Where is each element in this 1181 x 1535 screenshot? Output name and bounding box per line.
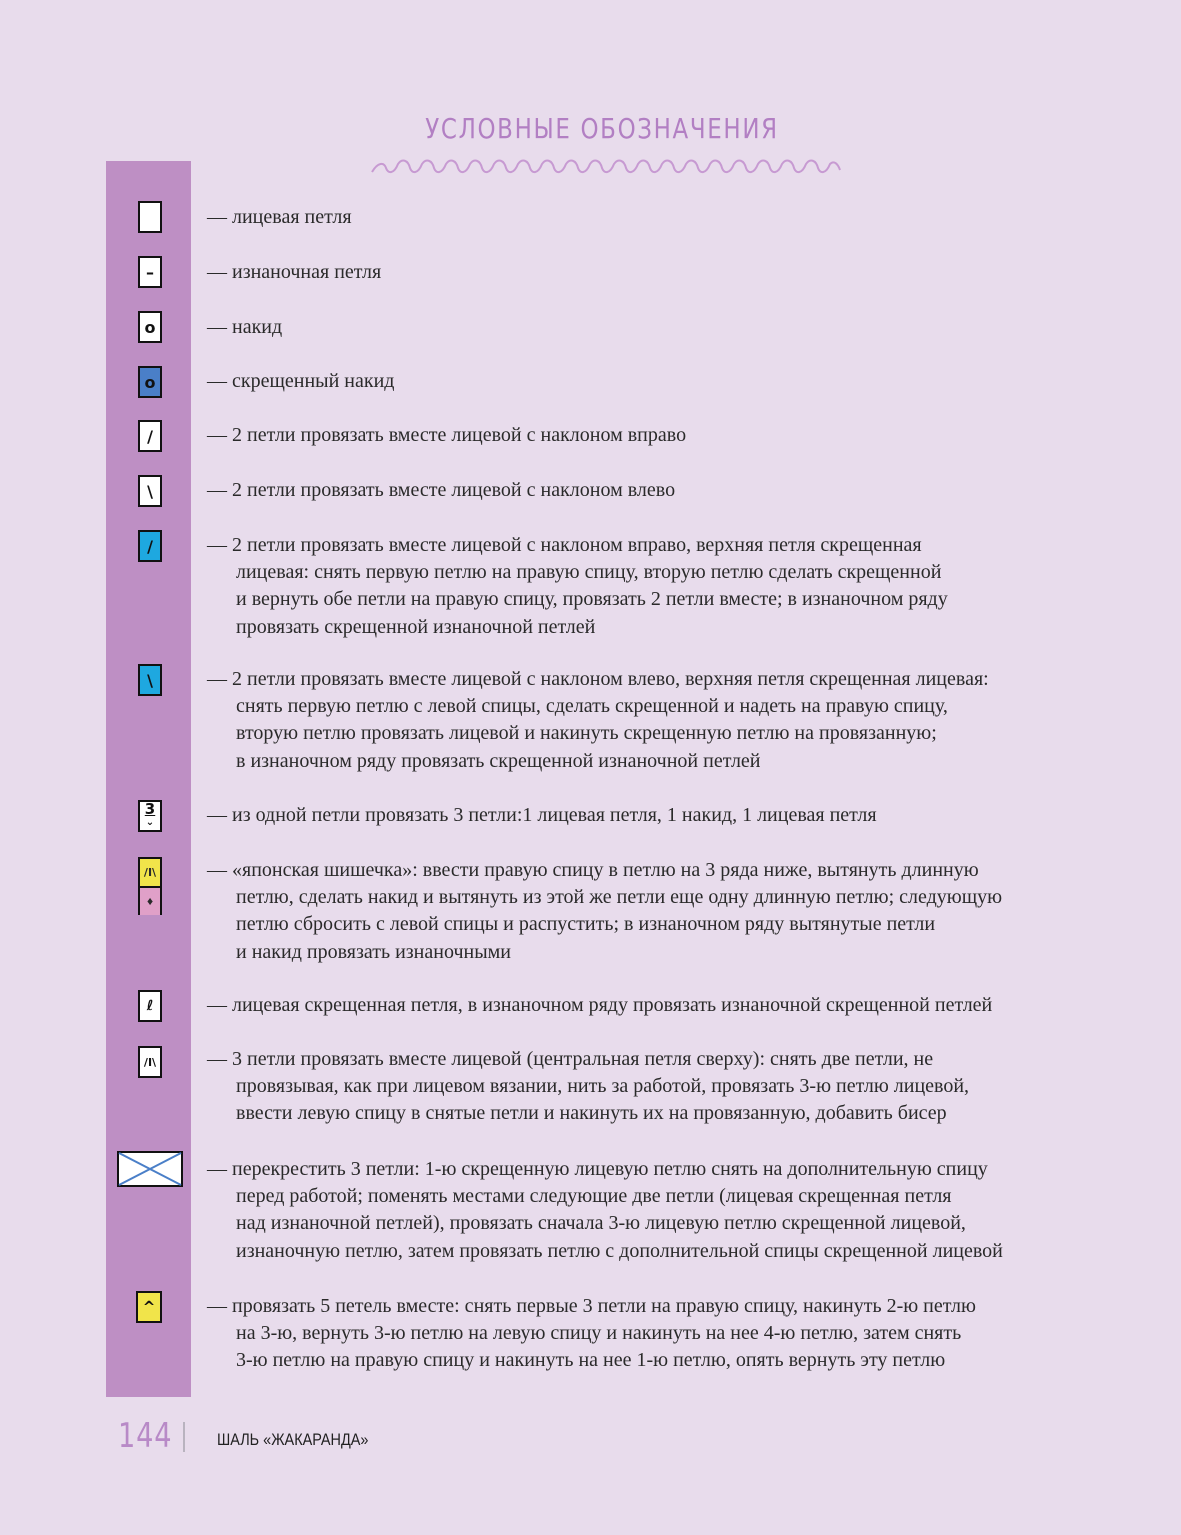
legend-description: — перекрестить 3 петли: 1-ю скрещенную лицевую петлю снять на дополнительную спицу перед работой; поменять местами следующие две петли (лицевая скрещенная петля над изнаночной петлей), провязать сначала 3-ю лицевую петлю скрещенной лицевой, изнаночную петлю, затем провязать петлю с дополнительной спицы скрещенной лицевой [207,1158,1003,1262]
three-together-bead-symbol-icon: /I\ [138,1046,162,1078]
page-number: 144 [118,1416,173,1456]
japanese-bobble-symbol-icon: /I\ ♦ [138,857,162,915]
purl-stitch-symbol-icon: – [138,256,162,288]
page-title: УСЛОВНЫЕ ОБОЗНАЧЕНИЯ [425,112,779,145]
legend-description: — 2 петли провязать вместе лицевой с наклоном влево, верхняя петля скрещенная лицевая: снять первую петлю с левой спицы, сделать скрещенной и надеть на правую спицу, вторую петлю провязать лицевой и накинуть скрещенную петлю на провязанную; в изнаночном ряду провязать скрещенной изнаночной петлей [207,668,989,772]
twisted-knit-symbol-icon: ℓ [138,990,162,1022]
twisted-yarn-over-symbol-icon: o [138,366,162,398]
three-from-one-symbol-icon: 3 ⌄ [138,800,162,832]
legend-description: — провязать 5 петель вместе: снять первые 3 петли на правую спицу, накинуть 2-ю петлю на 3-ю, вернуть 3-ю петлю на левую спицу и накинуть на нее 4-ю петлю, затем снять 3-ю петлю на правую спицу и накинуть на нее 1-ю петлю, опять вернуть эту петлю [207,1295,976,1372]
twisted-k2tog-left-symbol-icon: \ [138,664,162,696]
legend-description: — «японская шишечка»: ввести правую спицу в петлю на 3 ряда ниже, вытянуть длинную петлю, сделать накид и вытянуть из этой же петли еще одну длинную петлю; следующую петлю сбросить с левой спицы и распустить; в изнаночном ряду вытянутые петли и накид провязать изнаночными [207,859,1003,963]
k2tog-right-symbol-icon: / [138,420,162,452]
legend-description: — лицевая скрещенная петля, в изнаночном ряду провязать изнаночной скрещенной петлей [207,994,993,1016]
legend-description: — 2 петли провязать вместе лицевой с наклоном вправо, верхняя петля скрещенная лицевая: снять первую петлю на правую спицу, вторую петлю сделать скрещенной и вернуть обе петли на правую спицу, провязать 2 петли вместе; в изнаночном ряду провязать скрещенной изнаночной петлей [207,534,948,638]
twisted-k2tog-right-symbol-icon: / [138,530,162,562]
footer-divider [183,1422,185,1452]
legend-description: — лицевая петля [207,206,352,228]
legend-description: — 3 петли провязать вместе лицевой (центральная петля сверху): снять две петли, не провязывая, как при лицевом вязании, нить за работой, провязать 3-ю петлю лицевой, ввести левую спицу в снятые петли и накинуть их на провязанную, добавить бисер [207,1048,970,1125]
legend-description: — скрещенный накид [207,370,395,392]
legend-description: — 2 петли провязать вместе лицевой с наклоном вправо [207,424,687,446]
wavy-ornament-divider [368,158,844,180]
legend-description: — 2 петли провязать вместе лицевой с наклоном влево [207,479,676,501]
legend-description: — из одной петли провязать 3 петли:1 лицевая петля, 1 накид, 1 лицевая петля [207,804,877,826]
legend-description: — изнаночная петля [207,261,382,283]
five-together-symbol-icon: ^ [136,1291,162,1323]
knit-stitch-symbol-icon [138,201,162,233]
cross-three-symbol-icon [117,1151,183,1187]
legend-symbol-sidebar [106,161,191,1397]
book-section-title: ШАЛЬ «ЖАКАРАНДА» [217,1430,369,1449]
yarn-over-symbol-icon: o [138,311,162,343]
k2tog-left-symbol-icon: \ [138,475,162,507]
legend-description: — накид [207,316,283,338]
